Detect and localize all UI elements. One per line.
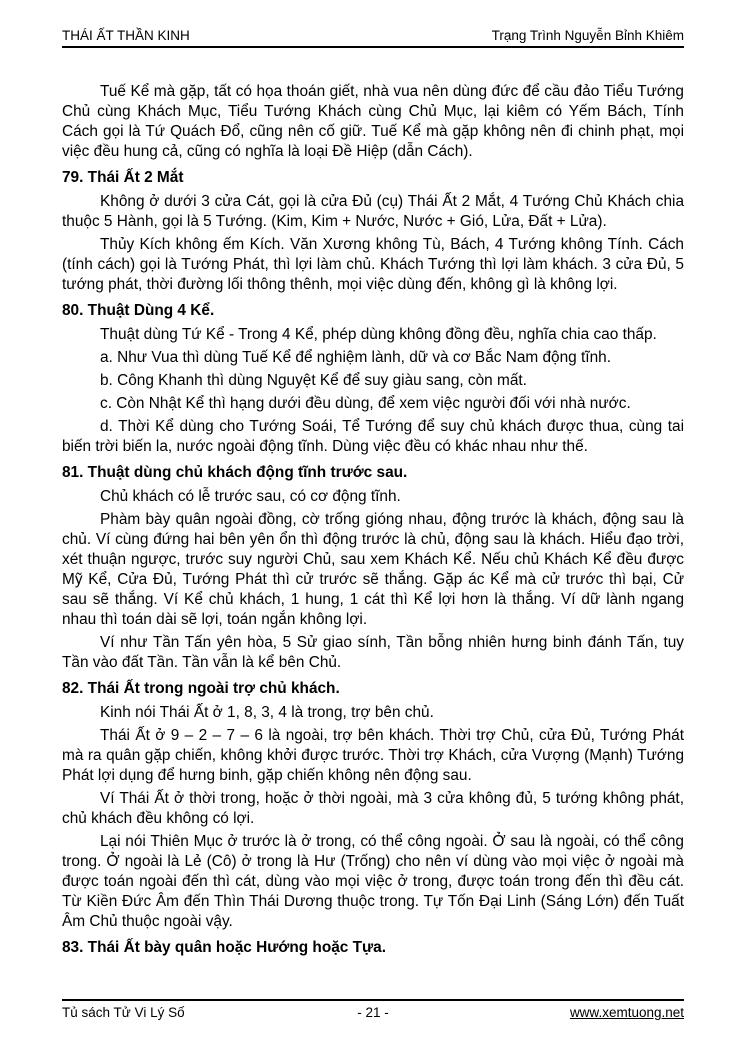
paragraph: Kinh nói Thái Ất ở 1, 8, 3, 4 là trong, trợ bên chủ. <box>100 704 434 721</box>
website-link[interactable]: www.xemtuong.net <box>569 1005 684 1020</box>
section-heading-83: 83. Thái Ất bày quân hoặc Hướng hoặc Tựa. <box>62 939 386 956</box>
section-heading-80: 80. Thuật Dùng 4 Kể. <box>62 302 215 319</box>
section-heading-81: 81. Thuật dùng chủ khách động tĩnh trước sau. <box>62 464 408 481</box>
section-heading-82: 82. Thái Ất trong ngoài trợ chủ khách. <box>62 680 340 697</box>
paragraph: Ví Thái Ất ở thời trong, hoặc ở thời ngoài, mà 3 cửa không đủ, 5 tướng không phát, chủ khách đều không có lợi. <box>62 790 684 827</box>
page-footer <box>62 1005 684 1020</box>
paragraph: Thủy Kích không ếm Kích. Văn Xương không Tù, Bách, 4 Tướng không Tính. Cách (tính cách) gọi là Tướng Phát, thì lợi làm chủ. Khách Tướng thì lợi làm khách. 3 cửa Đủ, 5 tướng phát, thời đường lối thông thênh, mọi việc dùng đến, không gì là không lợi. <box>62 236 684 293</box>
paragraph: Thái Ất ở 9 – 2 – 7 – 6 là ngoài, trợ bên khách. Thời trợ Chủ, cửa Đủ, Tướng Phát mà ra quân gặp chiến, không khởi được trước. Thời trợ Khách, cửa Vượng (Mạnh) Tướng Phát lợi dụng để hưng binh, gặp chiến không nên động sau. <box>62 727 684 784</box>
list-item-d: d. Thời Kể dùng cho Tướng Soái, Tể Tướng để suy chủ khách được thua, cùng tai biến trời biến la, nước ngoài động tĩnh. Dùng việc đều có khác nhau như thế. <box>62 418 684 455</box>
paragraph: Thuật dùng Tứ Kể - Trong 4 Kể, phép dùng không đồng đều, nghĩa chia cao thấp. <box>100 326 657 343</box>
list-item-b: b. Công Khanh thì dùng Nguyệt Kể để suy giàu sang, còn mất. <box>100 372 527 389</box>
footer-divider <box>62 999 684 1001</box>
header-divider <box>62 46 684 48</box>
paragraph: Chủ khách có lễ trước sau, có cơ động tĩnh. <box>100 488 401 505</box>
paragraph: Ví như Tần Tấn yên hòa, 5 Sử giao sính, Tần bỗng nhiên hưng binh đánh Tấn, tuy Tần vào đất Tần. Tần vẫn là kể bên Chủ. <box>62 634 684 671</box>
header-author: Trạng Trình Nguyễn Bỉnh Khiêm <box>491 28 684 43</box>
header-title: THÁI ẤT THẦN KINH <box>62 28 190 43</box>
paragraph: Không ở dưới 3 cửa Cát, gọi là cửa Đủ (cụ) Thái Ất 2 Mắt, 4 Tướng Chủ Khách chia thuộc 5 Hành, gọi là 5 Tướng. (Kim, Kim + Nước, Nước + Gió, Lửa, Đất + Lửa). <box>62 193 684 230</box>
page-header <box>62 28 684 43</box>
paragraph: Phàm bày quân ngoài đồng, cờ trống gióng nhau, động trước là khách, động sau là chủ. Ví cùng đứng hai bên yên ổn thì động trước là chủ, động sau là khách. Hiểu đạo trời, xét thuận ngược, trước suy người Chủ, sau xem Khách Kể. Nếu chủ Khách Kể đều được Mỹ Kể, Cửa Đủ, Tướng Phát thì cử trước sẽ thắng. Gặp ác Kể mà cử trước thì bại, Cử sau sẽ thắng. Ví Kể chủ khách, 1 hung, 1 cát thì Kể lợi hơn là thắng. Ví dữ lành ngang nhau thì toán dài sẽ lợi, toán ngắn không lợi. <box>62 511 684 628</box>
paragraph: Tuế Kể mà gặp, tất có họa thoán giết, nhà vua nên dùng đức để cầu đảo Tiểu Tướng Chủ cùng Khách Mục, Tiểu Tướng Khách cùng Chủ Mục, lại kiêm có Yếm Bách, Tính Cách gọi là Tứ Quách Đổ, cũng nên cố giữ. Tuế Kể mà gặp không nên đi chinh phạt, mọi việc đều hung cả, cũng có nghĩa là loại Đề Hiệp (dẫn Cách). <box>62 83 684 160</box>
page-number: - 21 - <box>357 1005 389 1020</box>
footer-series-title: Tủ sách Tử Vi Lý Số <box>62 1005 185 1020</box>
list-item-a: a. Như Vua thì dùng Tuế Kể để nghiệm lành, dữ và cơ Bắc Nam động tĩnh. <box>100 349 611 366</box>
section-heading-79: 79. Thái Ất 2 Mắt <box>62 169 184 186</box>
paragraph: Lại nói Thiên Mục ở trước là ở trong, có thể công ngoài. Ở sau là ngoài, có thể công trong. Ở ngoài là Lẻ (Cô) ở trong là Hư (Trống) cho nên ví dùng vào mọi việc ở ngoài mà được toán ngoài đến thì cát, dùng vào mọi việc ở trong, được toán trong đến thì đều cát. Từ Kiền Đức Âm đến Thìn Thái Dương thuộc trong. Tự Tốn Đại Linh (Sáng Lớn) đến Tuất Âm Chủ thuộc ngoài vậy. <box>62 833 684 930</box>
document-body <box>62 82 684 962</box>
list-item-c: c. Còn Nhật Kể thì hạng dưới đều dùng, để xem việc người đối với nhà nước. <box>100 395 631 412</box>
